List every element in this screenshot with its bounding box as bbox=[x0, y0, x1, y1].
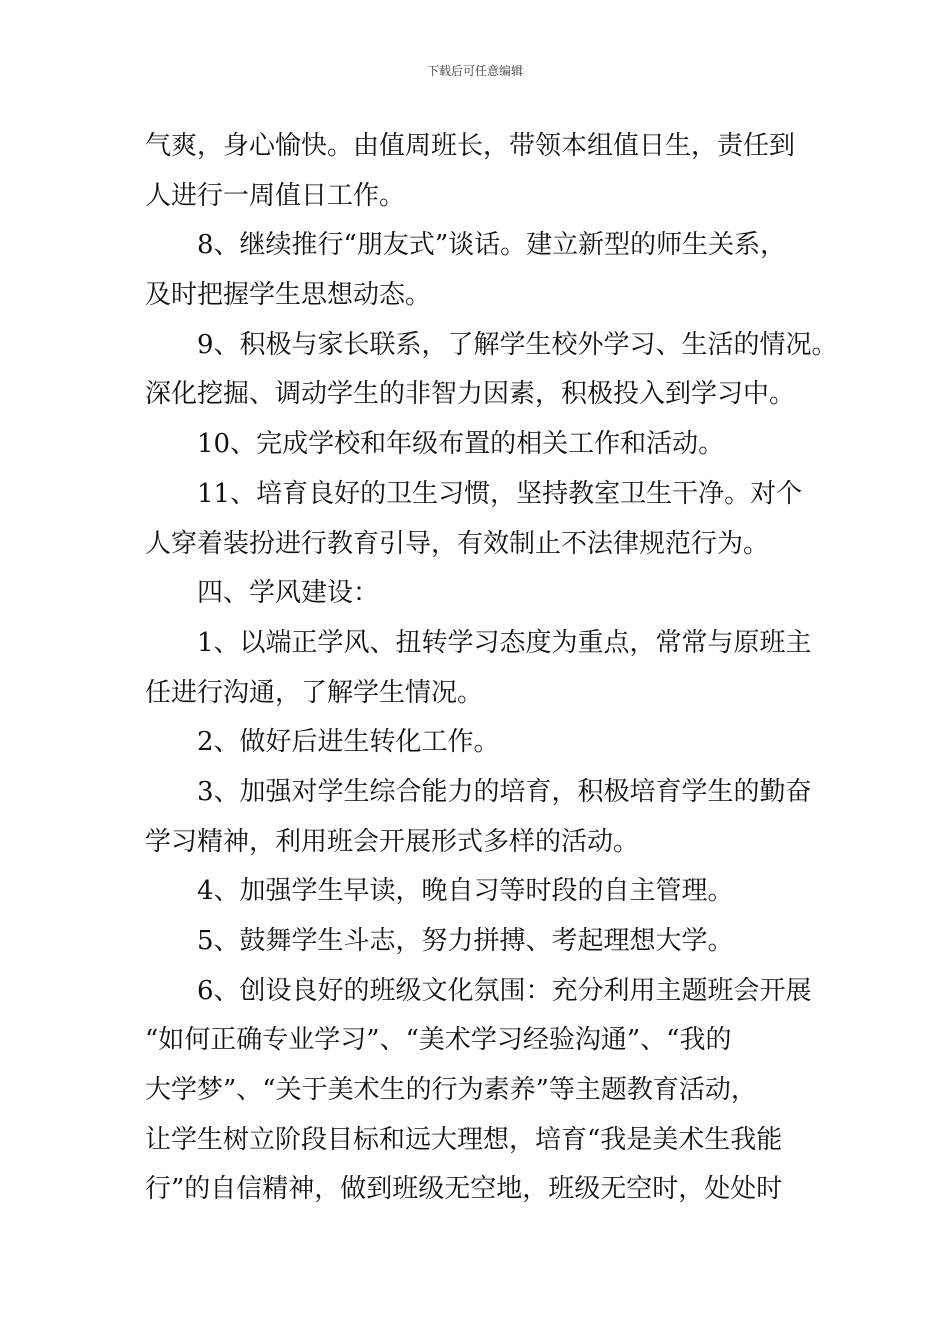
text-line: 人进行一周值日工作。 bbox=[145, 180, 406, 211]
text-line: 9、积极与家长联系，了解学生校外学习、生活的情况。 bbox=[197, 329, 838, 360]
text-line: 10、完成学校和年级布置的相关工作和活动。 bbox=[197, 429, 725, 460]
text-line: 2、做好后进生转化工作。 bbox=[197, 727, 500, 758]
text-line: 任进行沟通，了解学生情况。 bbox=[145, 677, 484, 708]
text-line: 1、以端正学风、扭转学习态度为重点，常常与原班主 bbox=[197, 627, 812, 658]
text-line: 气爽，身心愉快。由值周班长，带领本组值日生，责任到 bbox=[145, 131, 796, 161]
text-line: “如何正确专业学习”、“美术学习经验沟通”、“我的 bbox=[145, 1025, 732, 1056]
text-line: 3、加强对学生综合能力的培育，积极培育学生的勤奋 bbox=[197, 776, 812, 807]
text-line: 6、创设良好的班级文化氛围：充分利用主题班会开展 bbox=[197, 975, 812, 1006]
text-line: 大学梦”、“关于美术生的行为素养”等主题教育活动， bbox=[145, 1075, 757, 1106]
text-line: 深化挖掘、调动学生的非智力因素，积极投入到学习中。 bbox=[145, 379, 796, 410]
document-body bbox=[145, 122, 838, 1215]
text-line: 行”的自信精神，做到班级无空地，班级无空时，处处时 bbox=[145, 1174, 783, 1205]
text-line: 学习精神，利用班会开展形式多样的活动。 bbox=[145, 826, 640, 857]
text-line: 人穿着装扮进行教育引导，有效制止不法律规范行为。 bbox=[145, 528, 770, 559]
text-line: 及时把握学生思想动态。 bbox=[145, 280, 432, 311]
text-line: 8、继续推行“朋友式”谈话。建立新型的师生关系， bbox=[197, 230, 787, 261]
text-line: 5、鼓舞学生斗志，努力拼搏、考起理想大学。 bbox=[197, 926, 734, 956]
text-line: 让学生树立阶段目标和远大理想，培育“我是美术生我能 bbox=[145, 1124, 783, 1155]
text-line: 11、培育良好的卫生习惯，坚持教室卫生干净。对个 bbox=[197, 478, 803, 509]
text-line: 4、加强学生早读，晚自习等时段的自主管理。 bbox=[197, 876, 734, 907]
page-header: 下载后可任意编辑 bbox=[426, 64, 523, 78]
text-line: 四、学风建设： bbox=[197, 578, 380, 609]
